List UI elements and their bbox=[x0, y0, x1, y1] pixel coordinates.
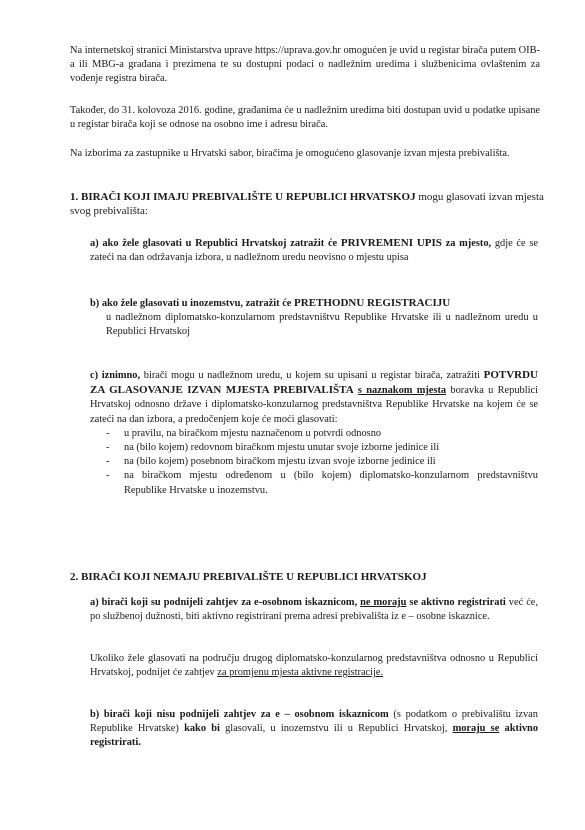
section-1-item-a bbox=[90, 236, 538, 265]
item-c-text-1: birači mogu u nadležnom uredu, u kojem su upisani u registar birača, zatražiti bbox=[140, 370, 484, 381]
section-1-heading-rest: mogu glasovati izvan mjesta svog prebivališta: bbox=[70, 191, 544, 218]
section-2-heading bbox=[70, 570, 545, 584]
item-c-key: POTVRDU ZA GLASOVANJE IZVAN MJESTA PREBIVALIŠTA bbox=[90, 369, 538, 397]
intro-paragraph-2: Također, do 31. kolovoza 2016. godine, građanima će u nadležnim uredima biti dostupan uvid u podatke upisane u registar birača koji se odnose na osobno ime i adresu birača. bbox=[70, 105, 540, 131]
item-a-key: PRIVREMENI UPIS bbox=[340, 237, 442, 249]
s2-item-b-bold-tail: aktivno registrirati. bbox=[90, 723, 539, 749]
s2-item-b-bold-lead: b) birači koji nisu podnijeli zahtjev za e – osobnom iskaznicom bbox=[90, 709, 389, 720]
list-item: - na (bilo kojem) posebnom biračkom mjestu izvan svoje izborne jedinice ili bbox=[106, 455, 538, 469]
item-c-bold-lead: c) iznimno, bbox=[90, 370, 141, 381]
item-b-bold-lead: b) ako žele glasovati u inozemstvu, zatražit će bbox=[90, 298, 295, 309]
section-1-heading-bold: 1. BIRAČI KOJI IMAJU PREBIVALIŠTE U REPUBLICI HRVATSKOJ bbox=[70, 191, 416, 203]
item-a-text: gdje će se zateći na dan održavanja izbora, u nadležnom uredu neovisno o mjestu upisa bbox=[90, 238, 539, 264]
section-2-item-a-note bbox=[90, 652, 538, 680]
section-1-heading bbox=[70, 190, 545, 218]
s2-note-underline: za promjenu mjesta aktivne registracije. bbox=[217, 667, 384, 679]
list-item: - u pravilu, na biračkom mjestu naznačenom u potvrdi odnosno bbox=[106, 427, 538, 441]
s2-item-b-bold-mid: kako bi bbox=[184, 723, 220, 735]
s2-item-b-underline: moraju se bbox=[452, 723, 500, 735]
s2-item-a-bold-lead: a) birači koji su podnijeli zahtjev za e-osobnom iskaznicom, bbox=[90, 597, 358, 608]
intro-paragraph-3: Na izborima za zastupnike u Hrvatski sabor, biračima je omogućeno glasovanje izvan mjesta prebivališta. bbox=[70, 148, 510, 159]
item-b-text: u nadležnom diplomatsko-konzularnom predstavništvu Republike Hrvatske ili u nadležnom uredu u Republici Hrvatskoj bbox=[106, 312, 538, 338]
list-item: - na (bilo kojem) redovnom biračkom mjestu unutar svoje izborne jedinice ili bbox=[106, 441, 538, 455]
section-1-item-b bbox=[90, 296, 538, 340]
s2-item-a-text: već će, po službenoj dužnosti, biti aktivno registrirani prema adresi prebivališta iz e – osobne iskaznice. bbox=[90, 597, 539, 623]
section-1-item-c bbox=[90, 368, 538, 498]
item-c-underline: s naznakom mjesta bbox=[357, 385, 447, 397]
s2-item-b-text-1: (s podatkom o prebivalištu izvan Republike Hrvatske) bbox=[90, 709, 538, 735]
item-a-bold-tail: za mjesto, bbox=[441, 238, 492, 249]
item-a-bold-lead: a) ako žele glasovati u Republici Hrvatskoj zatražit će bbox=[90, 238, 341, 249]
section-2-item-b bbox=[90, 708, 538, 751]
s2-item-a-bold-tail: se aktivno registrirati bbox=[406, 597, 506, 608]
intro-paragraph-1: Na internetskoj stranici Ministarstva uprave https://uprava.gov.hr omogućen je uvid u registar birača putem OIB-a ili MBG-a građana i prezimena te su dostupni podaci o nadležnim uredima i službenicima ovlaštenim za vođenje registra birača. bbox=[70, 45, 540, 85]
list-item: - na biračkom mjestu određenom u (bilo kojem) diplomatsko-konzularnom predstavništvu Republike Hrvatske u inozemstvu. bbox=[106, 469, 538, 497]
section-2-item-a bbox=[90, 596, 538, 624]
item-c-list bbox=[90, 427, 538, 498]
item-b-key: PRETHODNU REGISTRACIJU bbox=[294, 297, 451, 309]
s2-item-a-underline: ne moraju bbox=[360, 597, 407, 608]
s2-note-text: Ukoliko žele glasovati na području drugog diplomatsko-konzularnog predstavništva odnosno u Republici Hrvatskoj, podnijet će zahtjev bbox=[90, 653, 538, 679]
item-c-text-2: boravka u Republici Hrvatskoj odnosno države i diplomatsko-konzularnog predstavništva Republike Hrvatske na kojem će se zateći na dan izbora, a predočenjem koje će moći glasovati: bbox=[90, 385, 538, 425]
s2-item-b-text-2: glasovali, u inozemstvu ili u Republici Hrvatskoj, bbox=[219, 723, 453, 735]
section-2-heading-text: 2. BIRAČI KOJI NEMAJU PREBIVALIŠTE U REPUBLICI HRVATSKOJ bbox=[70, 571, 427, 583]
